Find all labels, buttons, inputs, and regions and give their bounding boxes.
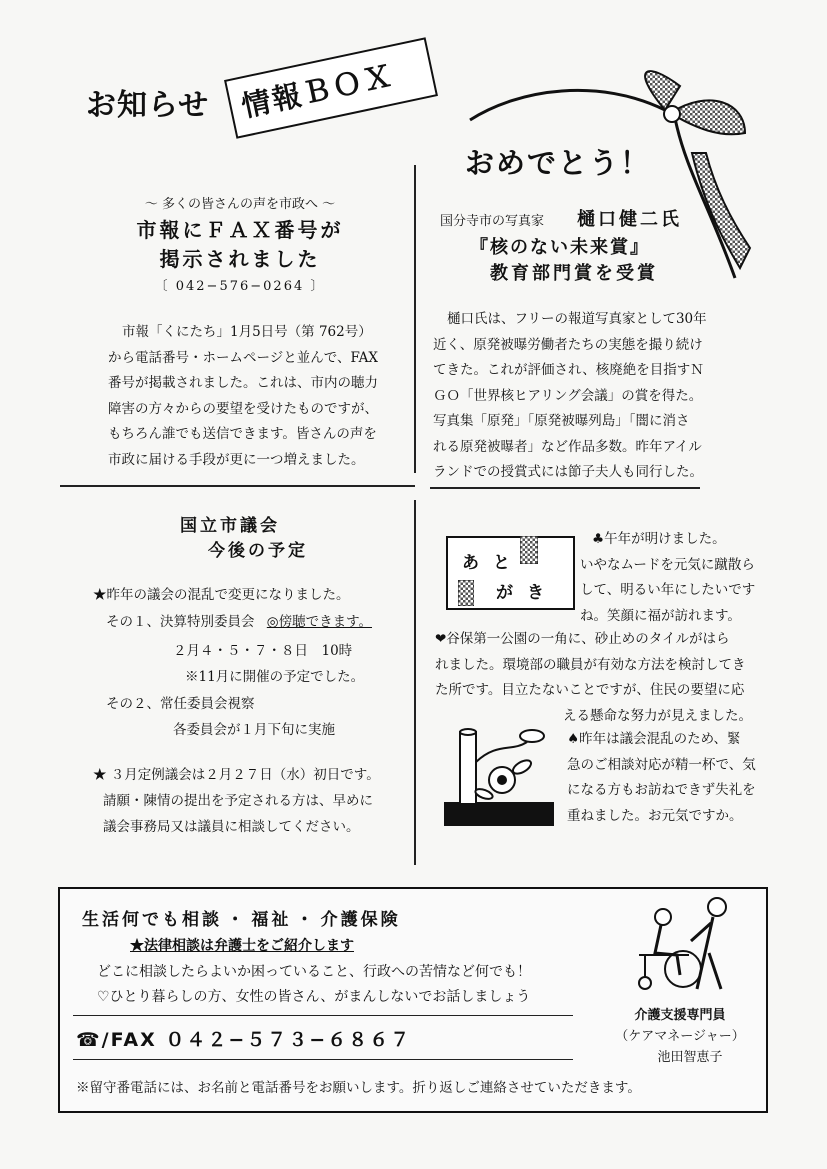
consult-role-2: （ケアマネージャー） [615,1029,745,1044]
atogaki-line: いやなムードを元気に蹴散ら [580,556,755,573]
atogaki-line: ♠昨年は議会混乱のため、緊 [567,731,741,747]
council-line: ※11月に開催の予定でした。 [185,669,365,685]
council-title-2: 今後の予定 [208,541,308,561]
fax-subtitle: 〜 多くの皆さんの声を市政へ 〜 [144,197,336,212]
atogaki-line: ❤谷保第一公園の一角に、砂止めのタイルがはら [435,631,730,647]
fax-headline-2: 掲示されました [159,247,321,271]
checker-tile-icon [458,580,474,606]
atogaki-line: ♣午年が明けました。 [592,531,726,547]
consult-phone: ☎/FAX ０４２−５７３−６８６７ [76,1029,412,1051]
middle-vertical-divider [414,500,416,865]
council-line: 請願・陳情の提出を予定される方は、早めに [103,793,373,809]
fax-headline: 市報にＦＡＸ番号が [136,218,344,242]
consult-rule-bottom [73,1059,573,1060]
congrats-body-line: れる原発被曝者」など作品多数。昨年アイル [433,438,702,455]
council-line: ２月４・５・７・８日 10時 [173,643,353,659]
atogaki-label: あと [462,553,524,573]
fax-body-line: 番号が掲載されました。これは、市内の聴力 [108,375,378,391]
congrats-person-prefix: 国分寺市の写真家 [440,214,545,229]
congrats-body-line: ランドでの授賞式には節子夫人も同行した。 [433,464,703,480]
consult-note: ※留守番電話には、お名前と電話番号をお願いします。折り返しご連絡させていただきます。 [76,1080,641,1096]
council-title: 国立市議会 [180,516,280,536]
fax-body-line: 障害の方々からの要望を受けたものですが、 [108,400,378,417]
consult-line-1: どこに相談したらよいか困っていること、行政への苦情など何でも！ [97,964,531,980]
congrats-person-name: 樋口健二氏 [577,209,682,230]
council-line: 各委員会が１月下旬に実施 [173,722,335,738]
fax-number: 〔 042−576−0264 〕 [154,279,326,294]
info-box-text: 情報ＢＯＸ [238,58,398,124]
fax-body-line: 市政に届ける手段が更に一つ増えました。 [108,451,365,468]
atogaki-line: 急のご相談対応が精一杯で、気 [567,756,756,773]
atogaki-para-3 [567,727,817,829]
fax-body-line: もちろん誰でも送信できます。皆さんの声を [108,426,377,442]
fax-body-line: から電話番号・ホームページと並んで、FAX [108,349,379,366]
congrats-body-line: 樋口氏は、フリーの報道写真家として30年 [447,311,707,327]
consult-line-2: ♡ひとり暮らしの方、女性の皆さん、がまんしないでお話しましょう [97,989,531,1005]
fax-body-line: 市報「くにたち」1月5日号（第 762号） [122,324,372,340]
atogaki-line: える懸命な努力が見えました。 [563,707,752,724]
council-line: その２、常任委員会視察 [106,696,255,712]
congrats-body-line: ＧＯ「世界核ヒアリング会議」の賞を得た。 [433,387,703,404]
camellia-bamboo-icon [442,722,560,830]
council-line: 議会事務局又は議員に相談してください。 [103,819,360,835]
atogaki-box [446,536,575,610]
atogaki-line: れました。環境部の職員が有効な方法を検討してき [435,656,746,673]
atogaki-para-1 [580,527,820,629]
council-gallery-note: ◎傍聴できます。 [266,614,372,630]
congrats-body-line: 近く、原発被曝労働者たちの実態を撮り続け [433,336,703,353]
congrats-award: 『核のない未来賞』 [470,237,650,258]
council-line: その１、決算特別委員会 [106,614,255,630]
congrats-body [433,307,743,486]
atogaki-line: になる方もお訪ねできず失礼を [567,782,756,798]
caregiver-wheelchair-icon [625,893,745,993]
council-line: ★昨年の議会の混乱で変更になりました。 [93,587,350,603]
congrats-body-line: てきた。これが評価され、核廃絶を目指すＮ [433,362,704,378]
atogaki-line: ね。笑顔に福が訪れます。 [580,607,741,624]
congrats-body-line: 写真集「原発」「原発被曝列島」「闇に消さ [433,413,690,429]
consult-role: 介護支援専門員 [634,1008,726,1023]
info-box-label [224,37,438,139]
consult-legal: ★法律相談は弁護士をご紹介します [130,938,354,954]
council-line: ★ ３月定例議会は２月２７日（水）初日です。 [93,767,380,783]
atogaki-line: して、明るい年にしたいです [580,582,756,598]
atogaki-line: 重ねました。お元気ですか。 [567,807,743,824]
consult-name: 池田智恵子 [657,1050,723,1065]
atogaki-para-2 [435,627,820,729]
page-title: お知らせ [86,88,210,123]
congrats-award-2: 教育部門賞を受賞 [490,263,658,284]
congrats-title: おめでとう！ [465,146,652,180]
top-horizontal-divider [60,485,415,487]
fax-body [108,320,408,473]
top-vertical-divider [414,165,416,473]
right-horizontal-divider [430,487,700,489]
atogaki-line: た所です。目立たないことですが、住民の要望に応 [435,682,745,698]
consult-rule-top [73,1015,573,1016]
atogaki-label-2: がき [496,583,558,603]
consult-title: 生活何でも相談 ･ 福祉 ･ 介護保険 [82,910,401,930]
